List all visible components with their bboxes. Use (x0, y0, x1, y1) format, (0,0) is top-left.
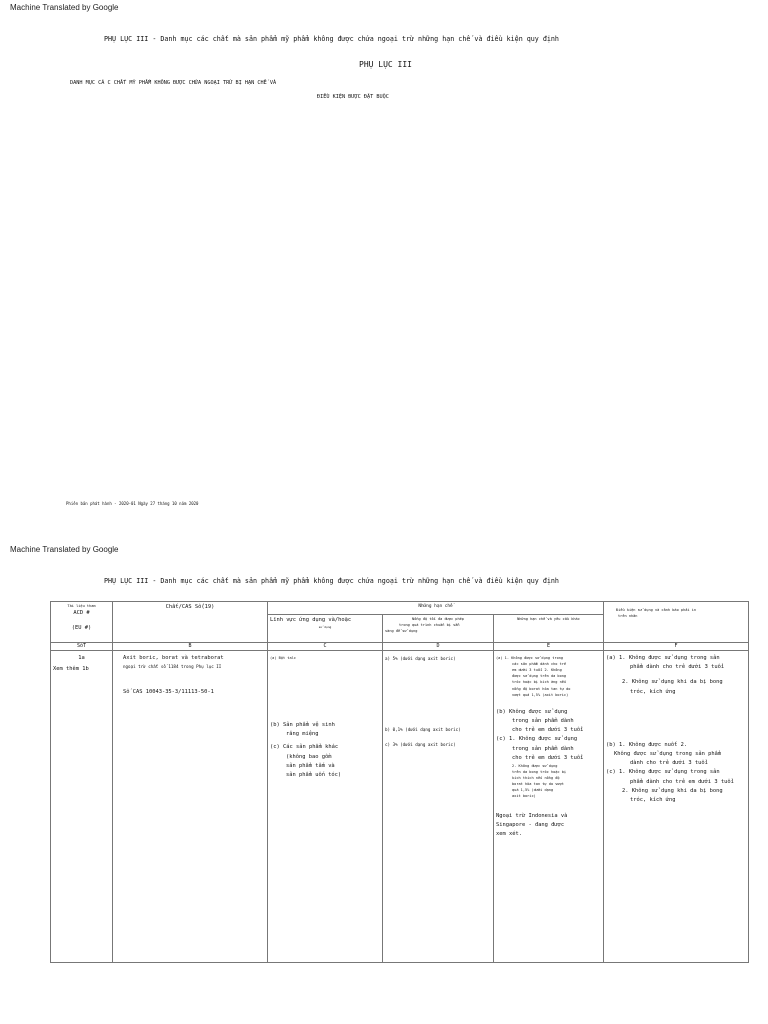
concentration-b: b) 0,1% (dưới dạng axit boric) (385, 727, 461, 733)
cell-c (268, 651, 383, 963)
restriction-c-9: axit boric) (512, 794, 536, 799)
restriction-c-6: kích thích nếu nồng độ (512, 776, 560, 781)
field-c-4: sản phẩm uốn tóc) (286, 772, 342, 779)
cas-number: Số CAS 10043-35-3/11113-50-1 (123, 689, 214, 696)
exception-note-3: xem xét. (496, 830, 522, 837)
column-letter-row (51, 643, 749, 651)
cell-e (494, 651, 604, 963)
col-e-head: Những hạn chế và yêu cầu khác (517, 617, 580, 621)
restriction-c-7: borat hòa tan tự do vượt (512, 782, 564, 787)
col-a-eu: (EU #) (71, 625, 92, 632)
table-row (51, 651, 749, 963)
restriction-c-4: 2. Không được sử dụng (512, 763, 558, 768)
restriction-c-3: cho trẻ em dưới 3 tuổi (512, 754, 584, 761)
restriction-a-3: em dưới 3 tuổi 2. Không (512, 668, 562, 673)
cell-f (604, 651, 749, 963)
exception-note-2: Singapore - đang được (496, 821, 565, 828)
entry-number: 1a (78, 655, 85, 661)
col-letter-a: SốT (51, 643, 113, 651)
col-c-head-2: sử dụng (318, 625, 332, 630)
entry-see-also: Xem thêm 1b (53, 666, 89, 673)
warning-c-1: (c) 1. Không được sử dụng trong sản (606, 769, 720, 776)
warning-c-2: phẩm dành cho trẻ em dưới 3 tuổi (630, 778, 734, 785)
warning-b-1: (b) 1. Không được nuốt 2. (606, 741, 688, 748)
col-letter-e: E (494, 643, 604, 651)
warning-b-3: dành cho trẻ dưới 3 tuổi (630, 760, 708, 767)
col-b-header (113, 602, 268, 643)
restriction-b-3: cho trẻ em dưới 3 tuổi (512, 727, 584, 734)
warning-a-4: tróc, kích ứng (630, 688, 676, 695)
restriction-a-1: (a) 1. Không được sử dụng trong (496, 656, 564, 660)
substance-name: Axit boric, borat và tetraborat (123, 655, 224, 661)
restriction-c-2: trong sản phẩm dành (512, 745, 574, 752)
annex-subtitle-line1: DANH MỤC CÁ C CHẤT MỸ PHẨM KHÔNG ĐƯỢC CHỨA NGOẠI TRỪ BỊ HẠN CHẾ VÀ (70, 80, 277, 86)
restriction-c-5: trên da bong tróc hoặc bị (512, 770, 567, 774)
exception-note-1: Ngoại trừ Indonesia và (496, 812, 568, 819)
field-b-2: răng miệng (286, 731, 319, 738)
col-d-head-3: sàng để sử dụng (385, 629, 418, 634)
warning-c-3: 2. Không sử dụng khi da bị bong (622, 787, 723, 794)
field-c-3: sản phẩm tắm và (286, 762, 335, 769)
col-b-head: Chất/CAS Số(19) (165, 604, 215, 610)
substance-note: ngoại trừ chất số 1184 trong Phụ lục II (123, 664, 222, 670)
page-header: PHỤ LỤC III - Danh mục các chất mà sản phẩm mỹ phẩm không được chứa ngoại trừ những hạn chế và điều kiện quy định (104, 35, 559, 43)
col-letter-b: B (113, 643, 268, 651)
restriction-a-5: tróc hoặc bị kích ứng nếu (512, 680, 567, 685)
page-footer: Phiên bản phát hành - 2020-01 Ngày 27 tháng 10 năm 2020 (66, 501, 199, 506)
restriction-a-4: được sử dụng trên da bong (512, 674, 567, 679)
col-c-head-1: Lĩnh vực ứng dụng và/hoặc (270, 617, 352, 623)
col-f-header (604, 602, 749, 643)
col-a-acd: ACD # (73, 610, 90, 617)
restriction-c-1: (c) 1. Không được sử dụng (496, 736, 578, 743)
table-header-row (51, 602, 749, 615)
col-d-header (383, 615, 494, 643)
machine-translation-note: Machine Translated by Google (10, 3, 119, 12)
cell-b (113, 651, 268, 963)
annex-subtitle-line2: ĐIỀU KIỆN ĐƯỢC ĐẶT BUỘC (317, 94, 389, 100)
cell-a (51, 651, 113, 963)
restrictions-group-label: Những hạn chế (418, 604, 453, 609)
warning-a-2: phẩm dành cho trẻ dưới 3 tuổi (630, 664, 725, 671)
machine-translation-note: Machine Translated by Google (10, 545, 119, 554)
concentration-a: a) 5% (dưới dạng axit boric) (385, 656, 456, 661)
col-letter-c: C (268, 643, 383, 651)
cell-d (383, 651, 494, 963)
restriction-b-2: trong sản phẩm dành (512, 717, 574, 724)
regulation-table (50, 601, 749, 963)
restriction-a-7: vượt quá 1,5% (axit boric) (512, 692, 569, 697)
col-d-head-1: Nồng độ tối đa được phép (412, 617, 464, 621)
field-b-1: (b) Sản phẩm vệ sinh (270, 722, 335, 729)
restriction-b-1: (b) Không được sử dụng (496, 708, 568, 715)
col-a-header (51, 602, 113, 643)
restriction-a-2: các sản phẩm dành cho trẻ (512, 662, 567, 667)
warning-a-3: 2. Không sử dụng khi da bị bong (622, 679, 723, 686)
col-d-head-2: trong quá trình chuẩn bị sẵn (399, 623, 460, 628)
warning-c-4: tróc, kích ứng (630, 796, 676, 803)
field-a: (a) Bột talc (270, 656, 296, 660)
restrictions-group-header (268, 602, 604, 615)
field-c-1: (c) Các sản phẩm khác (270, 744, 339, 751)
col-f-head-1: Điều kiện sử dụng và cảnh báo phải in (616, 608, 697, 612)
warning-b-2: Không được sử dụng trong sản phẩm (614, 750, 722, 757)
restriction-c-8: quá 1,5% (dưới dạng (512, 788, 554, 793)
col-e-header (494, 615, 604, 643)
col-c-header (268, 615, 383, 643)
col-f-head-2: trên nhãn (618, 614, 638, 619)
restriction-a-6: nồng độ borat hòa tan tự do (512, 686, 571, 691)
concentration-c: c) 3% (dưới dạng axit boric) (385, 742, 456, 748)
field-c-2: (không bao gồm (286, 753, 332, 760)
col-letter-d: D (383, 643, 494, 651)
page-header: PHỤ LỤC III - Danh mục các chất mà sản phẩm mỹ phẩm không được chứa ngoại trừ những hạn chế và điều kiện quy định (104, 577, 559, 585)
col-letter-f: F (604, 643, 749, 651)
annex-title: PHỤ LỤC III (359, 60, 412, 69)
col-a-ref: Tài liệu tham (67, 604, 96, 608)
warning-a-1: (a) 1. Không được sử dụng trong sản (606, 655, 720, 661)
